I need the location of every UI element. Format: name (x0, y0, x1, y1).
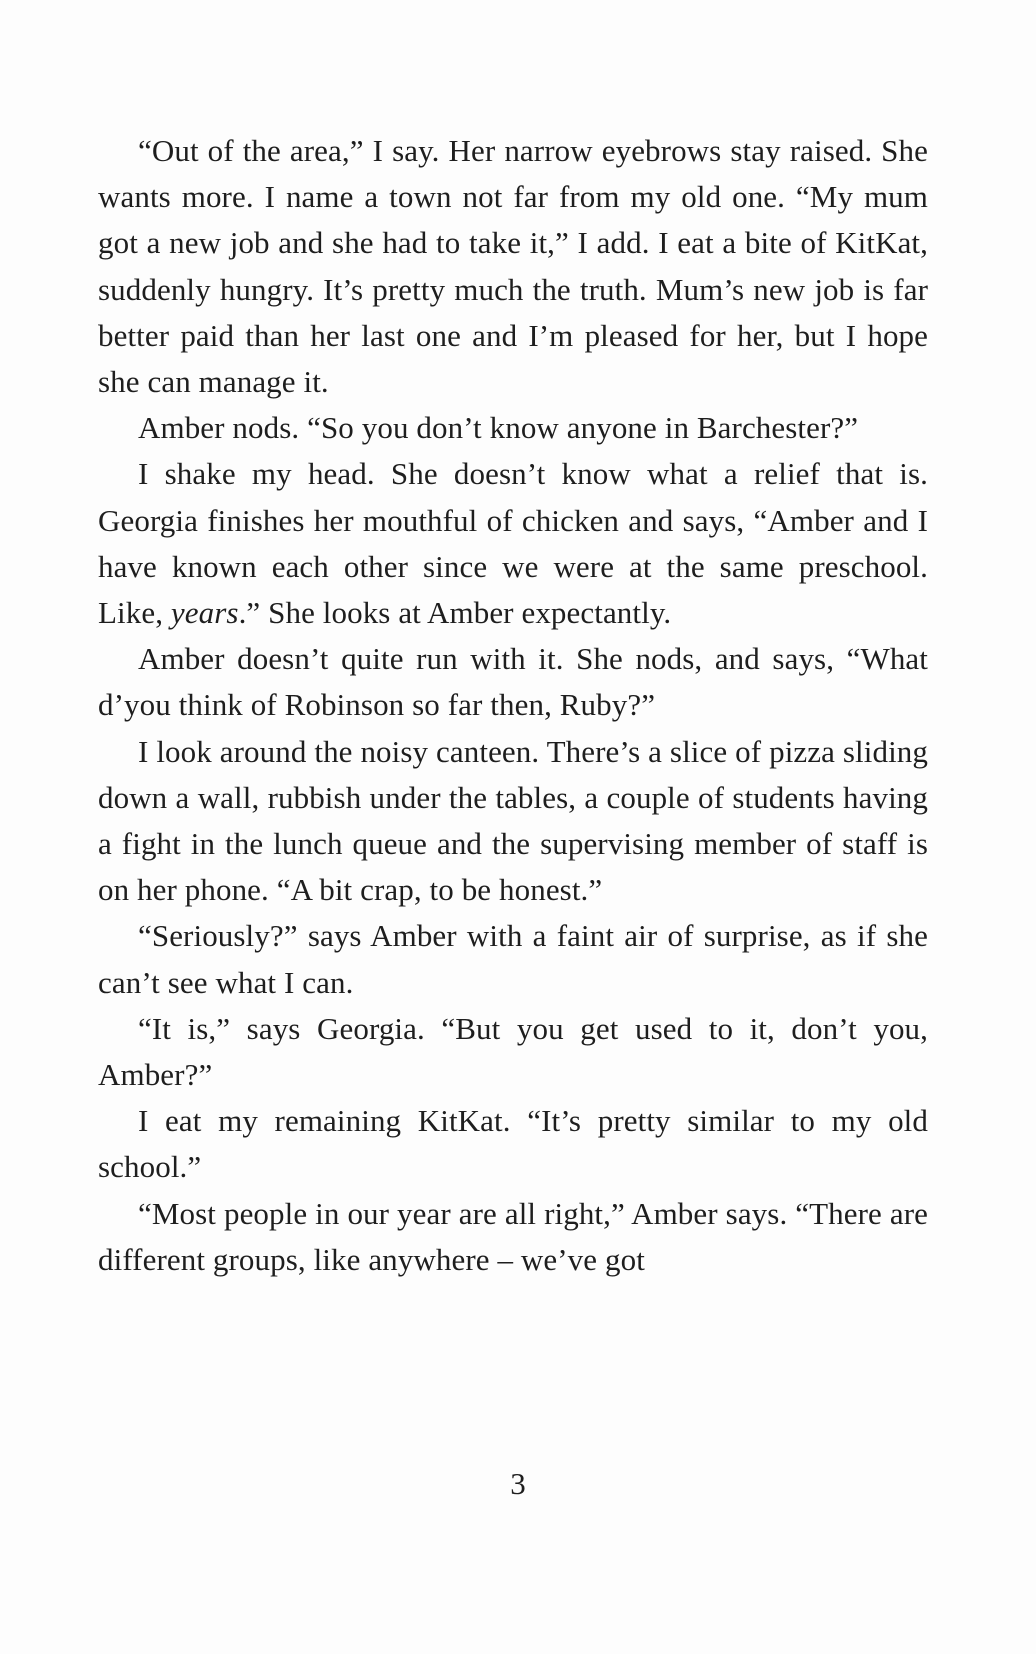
text-segment: I eat my remaining KitKat. “It’s pretty similar to my old school.” (98, 1103, 928, 1185)
paragraph (98, 451, 928, 636)
paragraph (98, 913, 928, 1005)
text-segment: “It is,” says Georgia. “But you get used to it, don’t you, Amber?” (98, 1010, 928, 1093)
paragraph (98, 636, 928, 728)
text-segment: .” She looks at Amber expectantly. (238, 595, 672, 631)
page-number: 3 (510, 1466, 526, 1501)
paragraph (98, 1191, 928, 1283)
paragraph (98, 1098, 928, 1190)
text-segment: “Out of the area,” I say. Her narrow eyebrows stay raised. She wants more. I name a town not far from my old one. “My mum got a new job and she had to take it,” I add. I eat a bite of KitKat, suddenly hungry. It’s pretty much the truth. Mum’s new job is far better paid than her last one and I’m pleased for her, but I hope she can manage it. (98, 133, 928, 400)
text-segment: I look around the noisy canteen. There’s a slice of pizza sliding down a wall, rubbish under the tables, a couple of students having a fight in the lunch queue and the supervising member of staff is on her phone. “A bit crap, to be honest.” (98, 733, 928, 908)
body-text (98, 128, 928, 1283)
text-segment: “Seriously?” says Amber with a faint air of surprise, as if she can’t see what I can. (98, 918, 928, 1000)
text-segment: Amber doesn’t quite run with it. She nods, and says, “What d’you think of Robinson so far then, Ruby?” (98, 641, 928, 723)
paragraph (98, 128, 928, 405)
paragraph (98, 729, 928, 914)
text-segment: “Most people in our year are all right,” Amber says. “There are different groups, like anywhere – we’ve got (98, 1195, 928, 1277)
paragraph (98, 405, 928, 451)
paragraph (98, 1006, 928, 1098)
text-segment: I shake my head. She doesn’t know what a relief that is. Georgia finishes her mouthful of chicken and says, “Amber and I have known each other since we were at the same preschool. Like, (98, 456, 928, 631)
italic-text-segment: years (170, 595, 239, 631)
text-segment: Amber nods. “So you don’t know anyone in Barchester?” (138, 410, 859, 446)
